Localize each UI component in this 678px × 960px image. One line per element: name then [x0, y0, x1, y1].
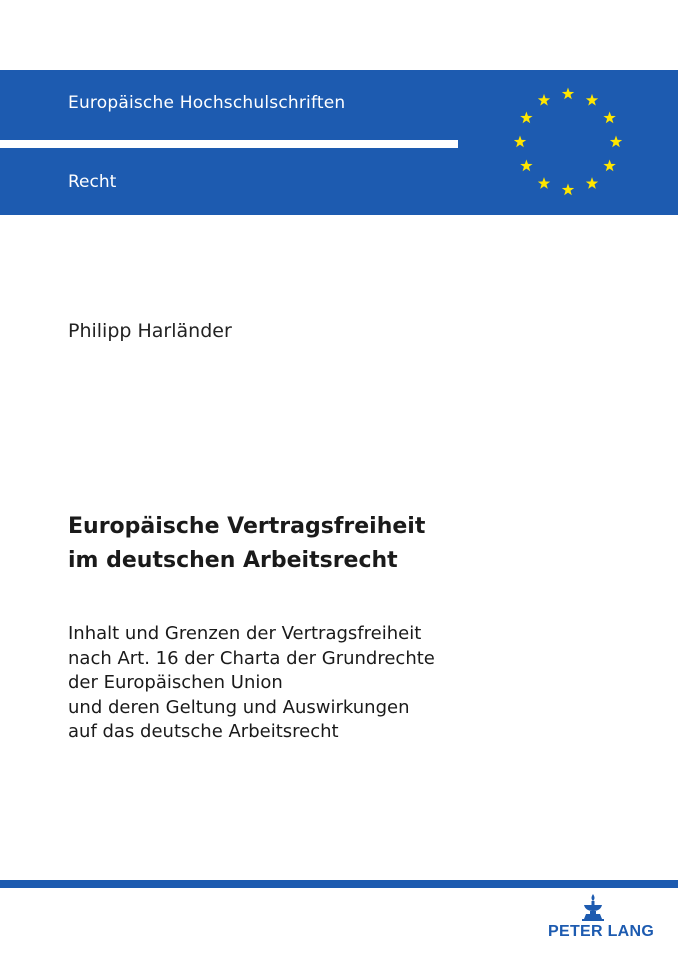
- subtitle-line: der Europäischen Union: [68, 672, 283, 693]
- series-title: Europäische Hochschulschriften: [68, 93, 346, 113]
- title-line: im deutschen Arbeitsrecht: [68, 548, 398, 573]
- subtitle-line: und deren Geltung und Auswirkungen: [68, 696, 410, 718]
- title-line: Europäische Vertragsfreiheit: [68, 514, 426, 539]
- banner-divider: [0, 140, 458, 148]
- book-title: [68, 510, 628, 578]
- author-name: Philipp Harländer: [68, 320, 232, 342]
- book-subtitle: [68, 622, 648, 745]
- subtitle-line: auf das deutsche Arbeitsrecht: [68, 721, 339, 742]
- footer-divider: [0, 880, 678, 888]
- eu-stars-icon: [506, 80, 630, 204]
- subtitle-line: Inhalt und Grenzen der Vertragsfreiheit: [68, 623, 422, 644]
- publisher-logo: [548, 892, 655, 950]
- subtitle-line: nach Art. 16 der Charta der Grundrechte: [68, 647, 435, 669]
- lamp-icon: [578, 892, 608, 922]
- subseries-label: Recht: [68, 172, 117, 192]
- publisher-name: PETER LANG: [548, 923, 655, 940]
